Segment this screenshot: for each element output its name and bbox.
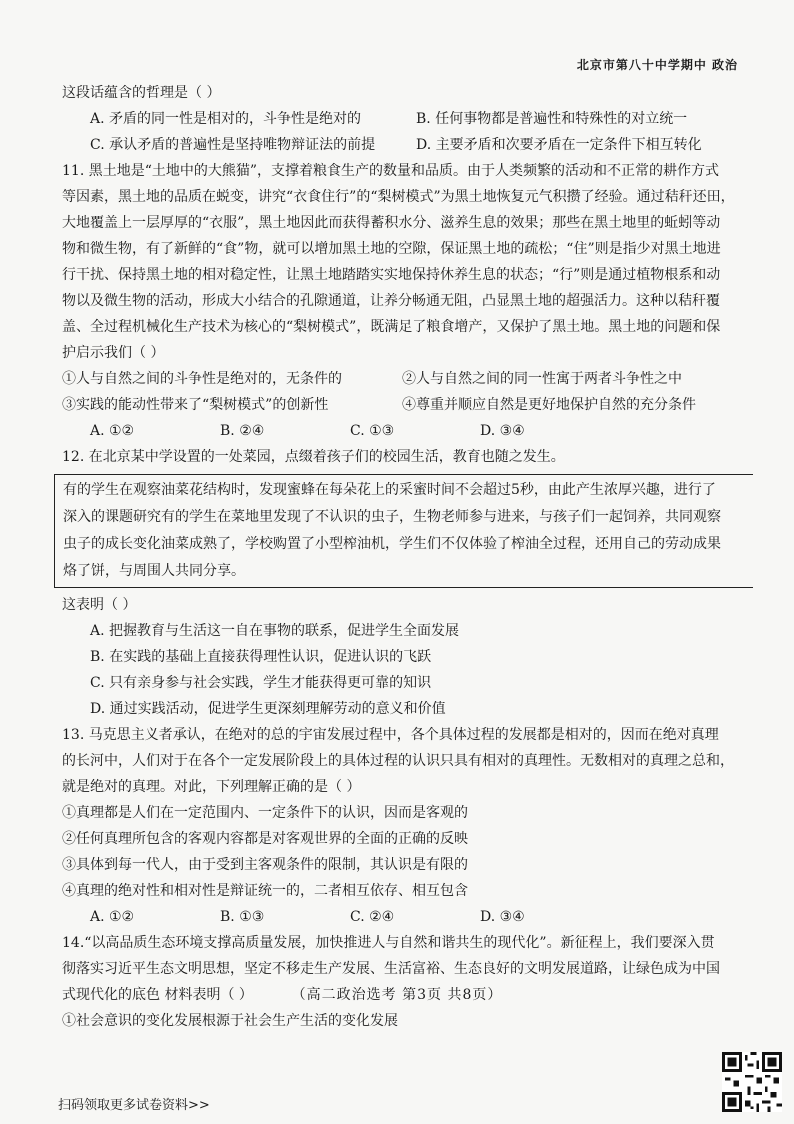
q12-option-a: A. 把握教育与生活这一自在事物的联系，促进学生全面发展 — [90, 623, 460, 639]
q11-choice-a: A. ①② — [90, 423, 135, 439]
q13-line: 的长河中，人们对于在各个一定发展阶段上的具体过程的认识只具有相对的真理性。无数相对的真理之总和， — [62, 753, 734, 769]
q10-option-c: C. 承认矛盾的普遍性是坚持唯物辩证法的前提 — [90, 137, 376, 153]
q11-choice-d: D. ③④ — [480, 423, 525, 439]
q12-option-c: C. 只有亲身参与社会实践，学生才能获得更可靠的知识 — [90, 675, 432, 691]
q11-line: 行干扰、保持黑土地的相对稳定性，让黑土地踏踏实实地保持休养生息的状态；“行”则是通过植物根系和动 — [62, 267, 721, 283]
q11-statement-4: ④尊重并顺应自然是更好地保护自然的充分条件 — [402, 397, 696, 413]
q13-statement-1: ①真理都是人们在一定范围内、一定条件下的认识，因而是客观的 — [62, 805, 468, 821]
q11-choice-b: B. ②④ — [220, 423, 265, 439]
q12-stem: 12. 在北京某中学设置的一处菜园，点缀着孩子们的校园生活，教育也随之发生。 — [62, 449, 565, 465]
page-footer: （高二政治选考 第3页 共8页） — [291, 987, 503, 1003]
q11-choices — [62, 418, 742, 444]
q12-material-line: 深入的课题研究有的学生在菜地里发现了不认识的虫子，生物老师参与进来，与孩子们一起饲养，共同观察 — [63, 509, 721, 525]
q14-line: 彻落实习近平生态文明思想，坚定不移走生产发展、生活富裕、生态良好的文明发展道路，让绿色成为中国 — [62, 961, 720, 977]
q11-line: 护启示我们（ ） — [62, 345, 165, 361]
question-content — [62, 80, 742, 1034]
q10-option-a: A. 矛盾的同一性是相对的，斗争性是绝对的 — [90, 111, 362, 127]
q11-statement-2: ②人与自然之间的同一性寓于两者斗争性之中 — [402, 371, 682, 387]
q13-statement-3: ③具体到每一代人，由于受到主客观条件的限制，其认识是有限的 — [62, 857, 468, 873]
q11-line: 物和微生物，有了新鲜的“食”物，就可以增加黑土地的空隙，保证黑土地的疏松；“住”则是指少对黑土地进 — [62, 241, 721, 257]
qr-code-icon[interactable] — [722, 1052, 782, 1112]
q11-line: 等因素，黑土地的品质在蜕变，讲究“衣食住行”的“梨树模式”为黑土地恢复元气积攒了经验。通过秸秆还田， — [62, 189, 735, 205]
q11-choice-c: C. ①③ — [350, 423, 395, 439]
q13-line: 就是绝对的真理。对此，下列理解正确的是（ ） — [62, 779, 361, 795]
q10-option-d: D. 主要矛盾和次要矛盾在一定条件下相互转化 — [416, 137, 702, 153]
q10-stem: 这段话蕴含的哲理是（ ） — [62, 85, 221, 101]
school-header: 北京市第八十中学期中 政治 — [576, 58, 738, 72]
q11-statements-row2 — [62, 392, 742, 418]
q12-material-line: 虫子的成长变化油菜成熟了，学校购置了小型榨油机，学生们不仅体验了榨油全过程，还用自己的劳动成果 — [63, 536, 721, 552]
q11-line: 物以及微生物的活动，形成大小结合的孔隙通道，让养分畅通无阻，凸显黑土地的超强活力。这种以秸秆覆 — [62, 293, 720, 309]
q11-line: 大地覆盖上一层厚厚的“衣服”，黑土地因此而获得蓄积水分、滋养生息的效果；那些在黑土地里的蚯蚓等动 — [62, 215, 721, 231]
q13-choice-a: A. ①② — [90, 909, 135, 925]
q10-options-row1 — [62, 106, 742, 132]
q11-stem — [62, 158, 742, 366]
q12-material-line: 有的学生在观察油菜花结构时，发现蜜蜂在每朵花上的采蜜时间不会超过5秒，由此产生浓厚兴趣，进行了 — [63, 482, 716, 498]
q13-choice-d: D. ③④ — [480, 909, 525, 925]
q11-statement-1: ①人与自然之间的斗争性是绝对的，无条件的 — [62, 371, 342, 387]
q11-statements-row1 — [62, 366, 742, 392]
q13-statement-4: ④真理的绝对性和相对性是辩证统一的，二者相互依存、相互包含 — [62, 883, 468, 899]
q12-material-box — [54, 474, 753, 588]
q13-line: 13. 马克思主义者承认，在绝对的总的宇宙发展过程中，各个具体过程的发展都是相对的，因而在绝对真理 — [62, 727, 719, 743]
q12-material-line: 烙了饼，与周围人共同分享。 — [63, 563, 245, 579]
q13-choices — [62, 904, 742, 930]
q12-option-d: D. 通过实践活动，促进学生更深刻理解劳动的意义和价值 — [90, 701, 446, 717]
q11-line: 盖、全过程机械化生产技术为核心的“梨树模式”，既满足了粮食增产，又保护了黑土地。黑土地的问题和保 — [62, 319, 721, 335]
q14-line: 式现代化的底色 材料表明（ ） — [62, 987, 253, 1003]
q12-ask: 这表明（ ） — [62, 597, 137, 613]
q13-choice-b: B. ①③ — [220, 909, 265, 925]
q11-statement-3: ③实践的能动性带来了“梨树模式”的创新性 — [62, 397, 329, 413]
q14-statement-1: ①社会意识的变化发展根源于社会生产生活的变化发展 — [62, 1013, 398, 1029]
q13-statement-2: ②任何真理所包含的客观内容都是对客观世界的全面的正确的反映 — [62, 831, 468, 847]
q13-choice-c: C. ②④ — [350, 909, 395, 925]
q10-options-row2 — [62, 132, 742, 158]
q14-line: 14.“以高品质生态环境支撑高质量发展，加快推进人与自然和谐共生的现代化”。新征程上，我们要深入贯 — [62, 935, 715, 951]
q10-option-b: B. 任何事物都是普遍性和特殊性的对立统一 — [416, 111, 688, 127]
promo-note: 扫码领取更多试卷资料>> — [58, 1098, 210, 1113]
q12-option-b: B. 在实践的基础上直接获得理性认识，促进认识的飞跃 — [90, 649, 432, 665]
q11-line: 11. 黑土地是“土地中的大熊猫”，支撑着粮食生产的数量和品质。由于人类频繁的活动和不正常的耕作方式 — [62, 163, 720, 179]
